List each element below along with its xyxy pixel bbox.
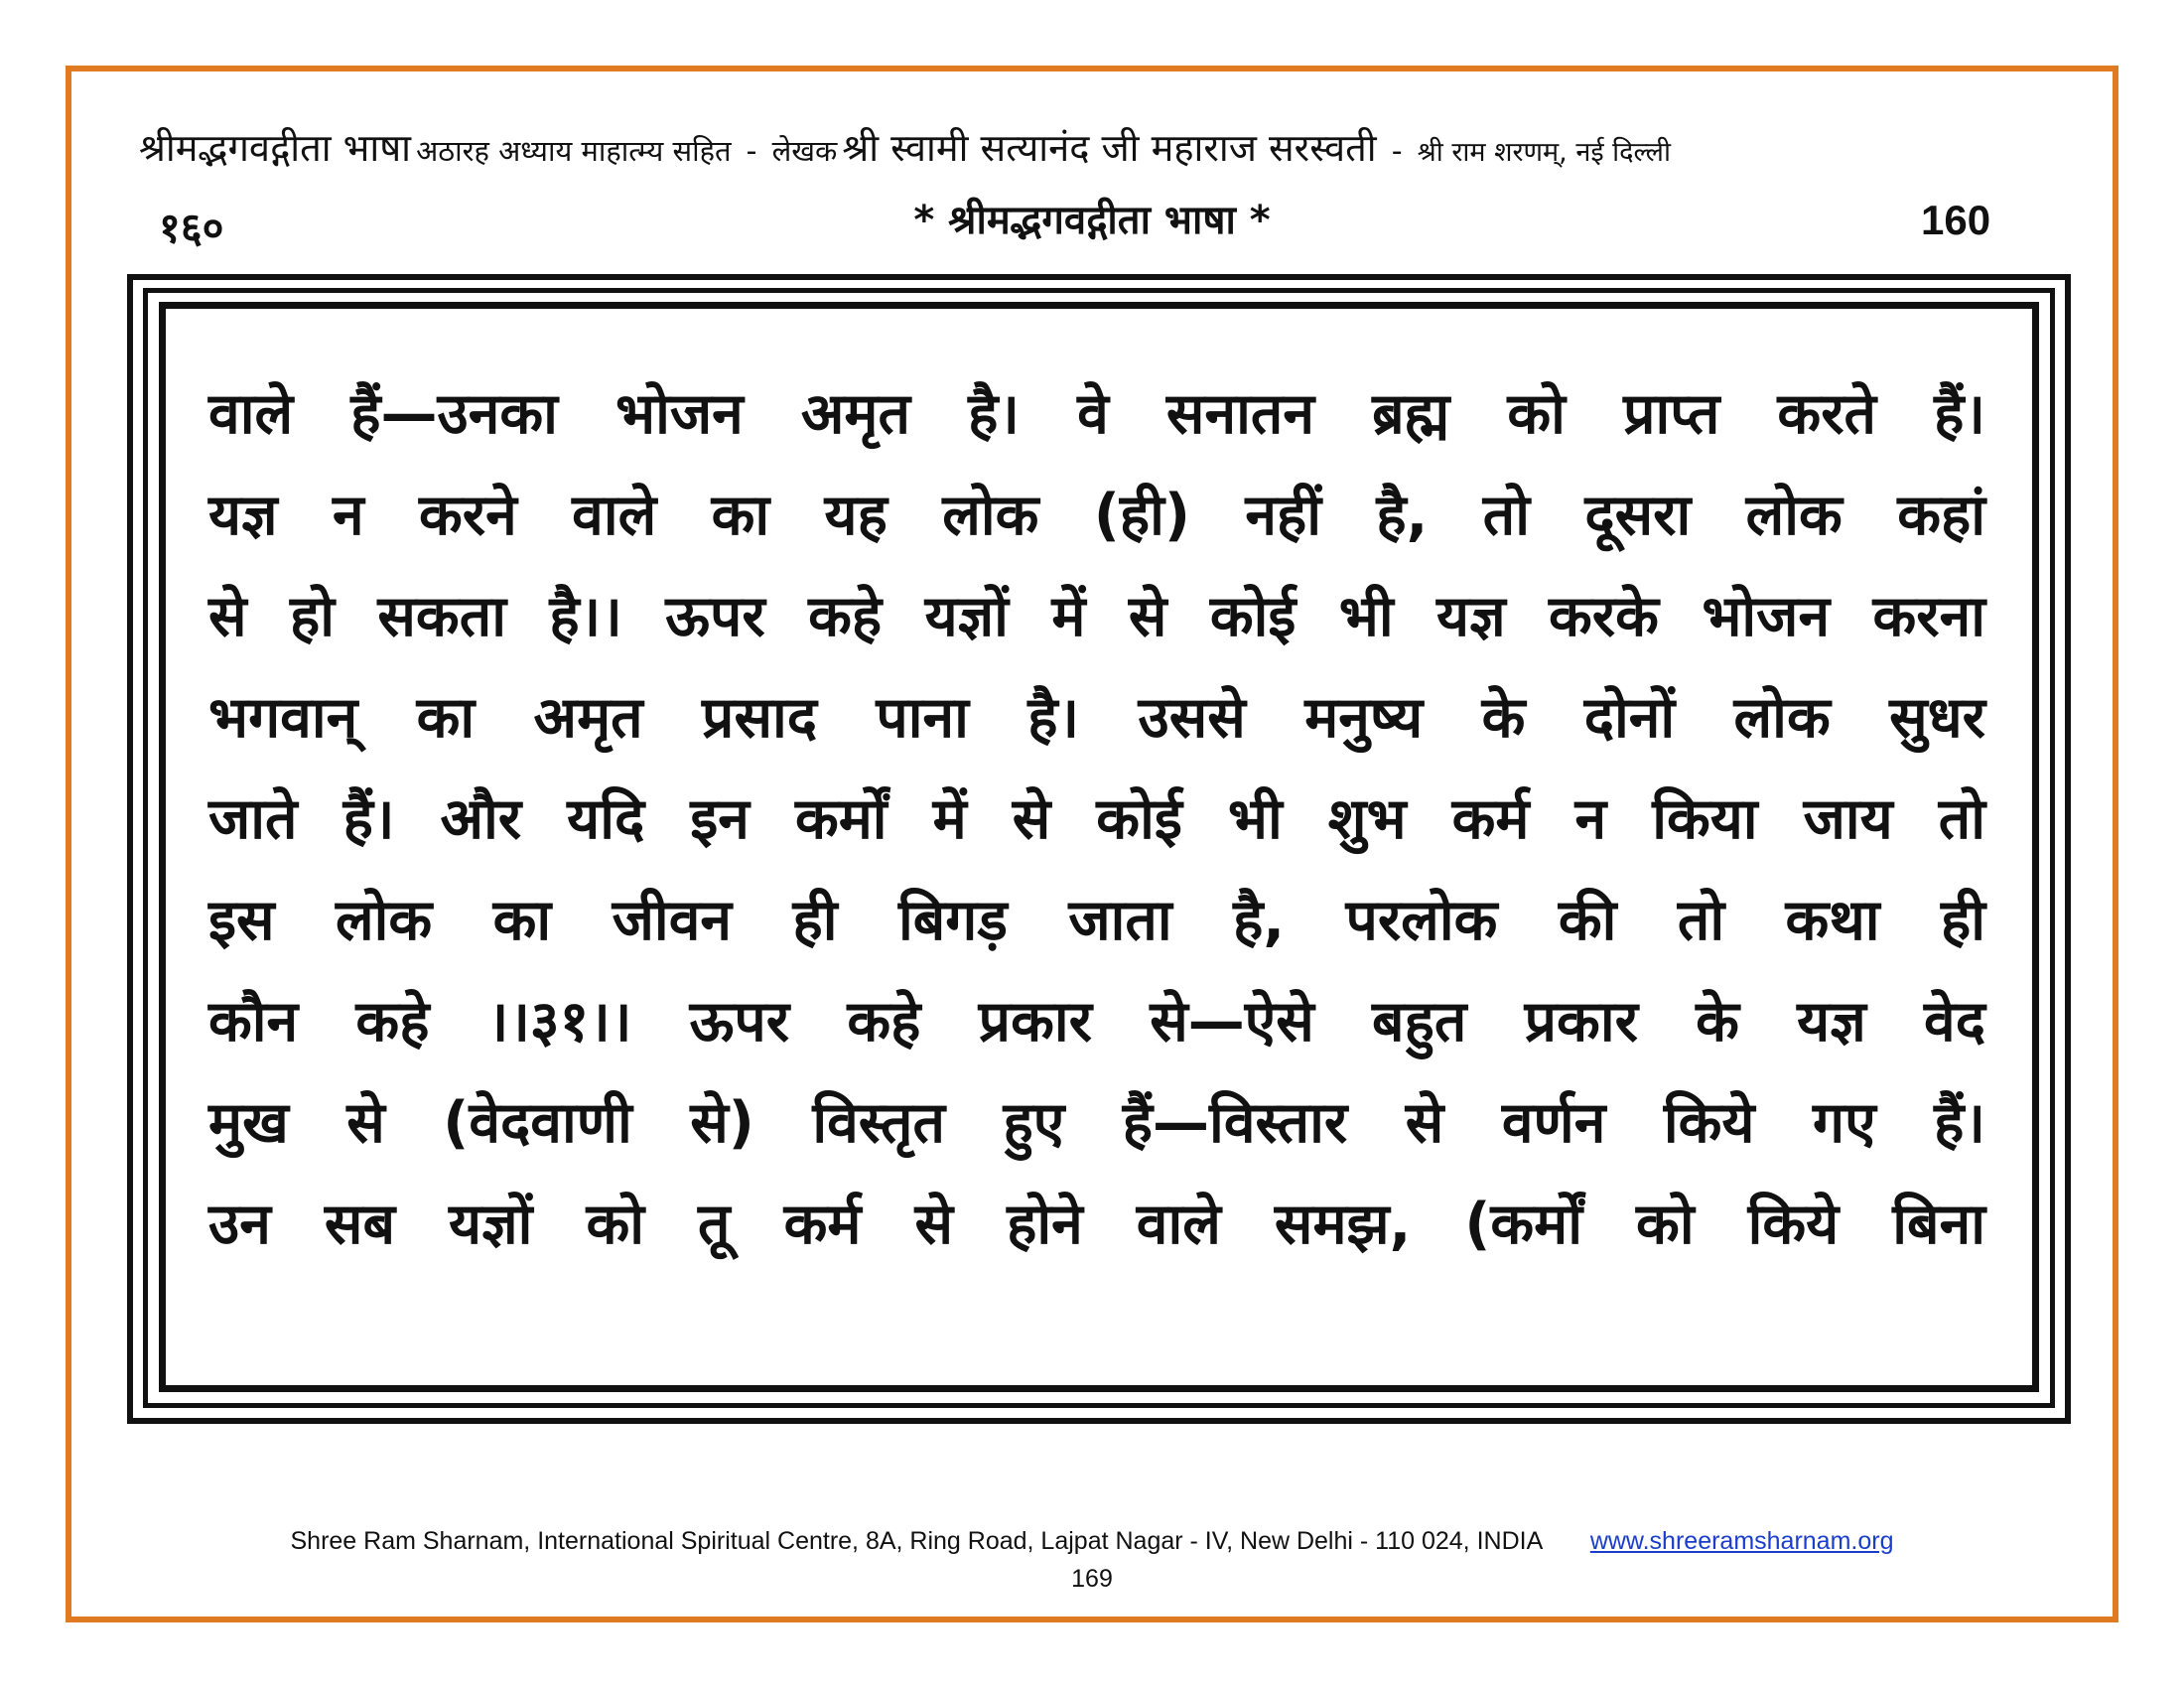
book-header	[139, 121, 2055, 173]
text-line: मुख से (वेदवाणी से) विस्तृत हुए हैं—विस्तार से वर्णन किये गए हैं।	[208, 1090, 1985, 1156]
book-subtitle: अठारह अध्याय माहात्म्य सहित	[416, 134, 732, 168]
text-line: वाले हैं—उनका भोजन अमृत है। वे सनातन ब्रह्म को प्राप्त करते हैं।	[208, 381, 1985, 447]
page-number-devanagari: १६०	[159, 204, 224, 252]
text-line: इस लोक का जीवन ही बिगड़ जाता है, परलोक की तो कथा ही	[208, 888, 1985, 953]
author-name: श्री स्वामी सत्यानंद जी महाराज सरस्वती	[842, 126, 1377, 170]
website-link[interactable]: www.shreeramsharnam.org	[1589, 1527, 1894, 1555]
text-line: भगवान् का अमृत प्रसाद पाना है। उससे मनुष्य के दोनों लोक सुधर	[208, 685, 1985, 751]
author-prefix: लेखक	[771, 134, 838, 168]
header-separator: -	[1391, 134, 1403, 169]
pdf-page-number: 169	[1071, 1565, 1113, 1593]
header-separator: -	[746, 134, 757, 169]
verse-commentary	[208, 363, 1985, 1275]
text-line: जाते हैं। और यदि इन कर्मों में से कोई भी शुभ कर्म न किया जाय तो	[208, 786, 1986, 852]
text-line: कौन कहे ।।३१।। ऊपर कहे प्रकार से—ऐसे बहुत प्रकार के यज्ञ वेद	[208, 989, 1985, 1055]
text-line: यज्ञ न करने वाले का यह लोक (ही) नहीं है, तो दूसरा लोक कहां	[208, 483, 1985, 548]
page-title: * श्रीमद्भगवद्गीता भाषा *	[913, 198, 1271, 243]
text-line: उन सब यज्ञों को तू कर्म से होने वाले समझ, (कर्मों को किये बिना	[208, 1192, 1985, 1257]
footer	[0, 1527, 2184, 1556]
publisher-place: श्री राम शरणम्, नई दिल्ली	[1417, 137, 1671, 168]
text-line: से हो सकता है।। ऊपर कहे यज्ञों में से कोई भी यज्ञ करके भोजन करना	[208, 584, 1985, 649]
footer-address: Shree Ram Sharnam, International Spiritual Centre, 8A, Ring Road, Lajpat Nagar - IV, New Delhi - 110 024, INDIA	[290, 1527, 1542, 1555]
book-title: श्रीमद्भगवद्गीता भाषा	[139, 126, 412, 170]
page-number-latin: 160	[1921, 197, 1991, 243]
